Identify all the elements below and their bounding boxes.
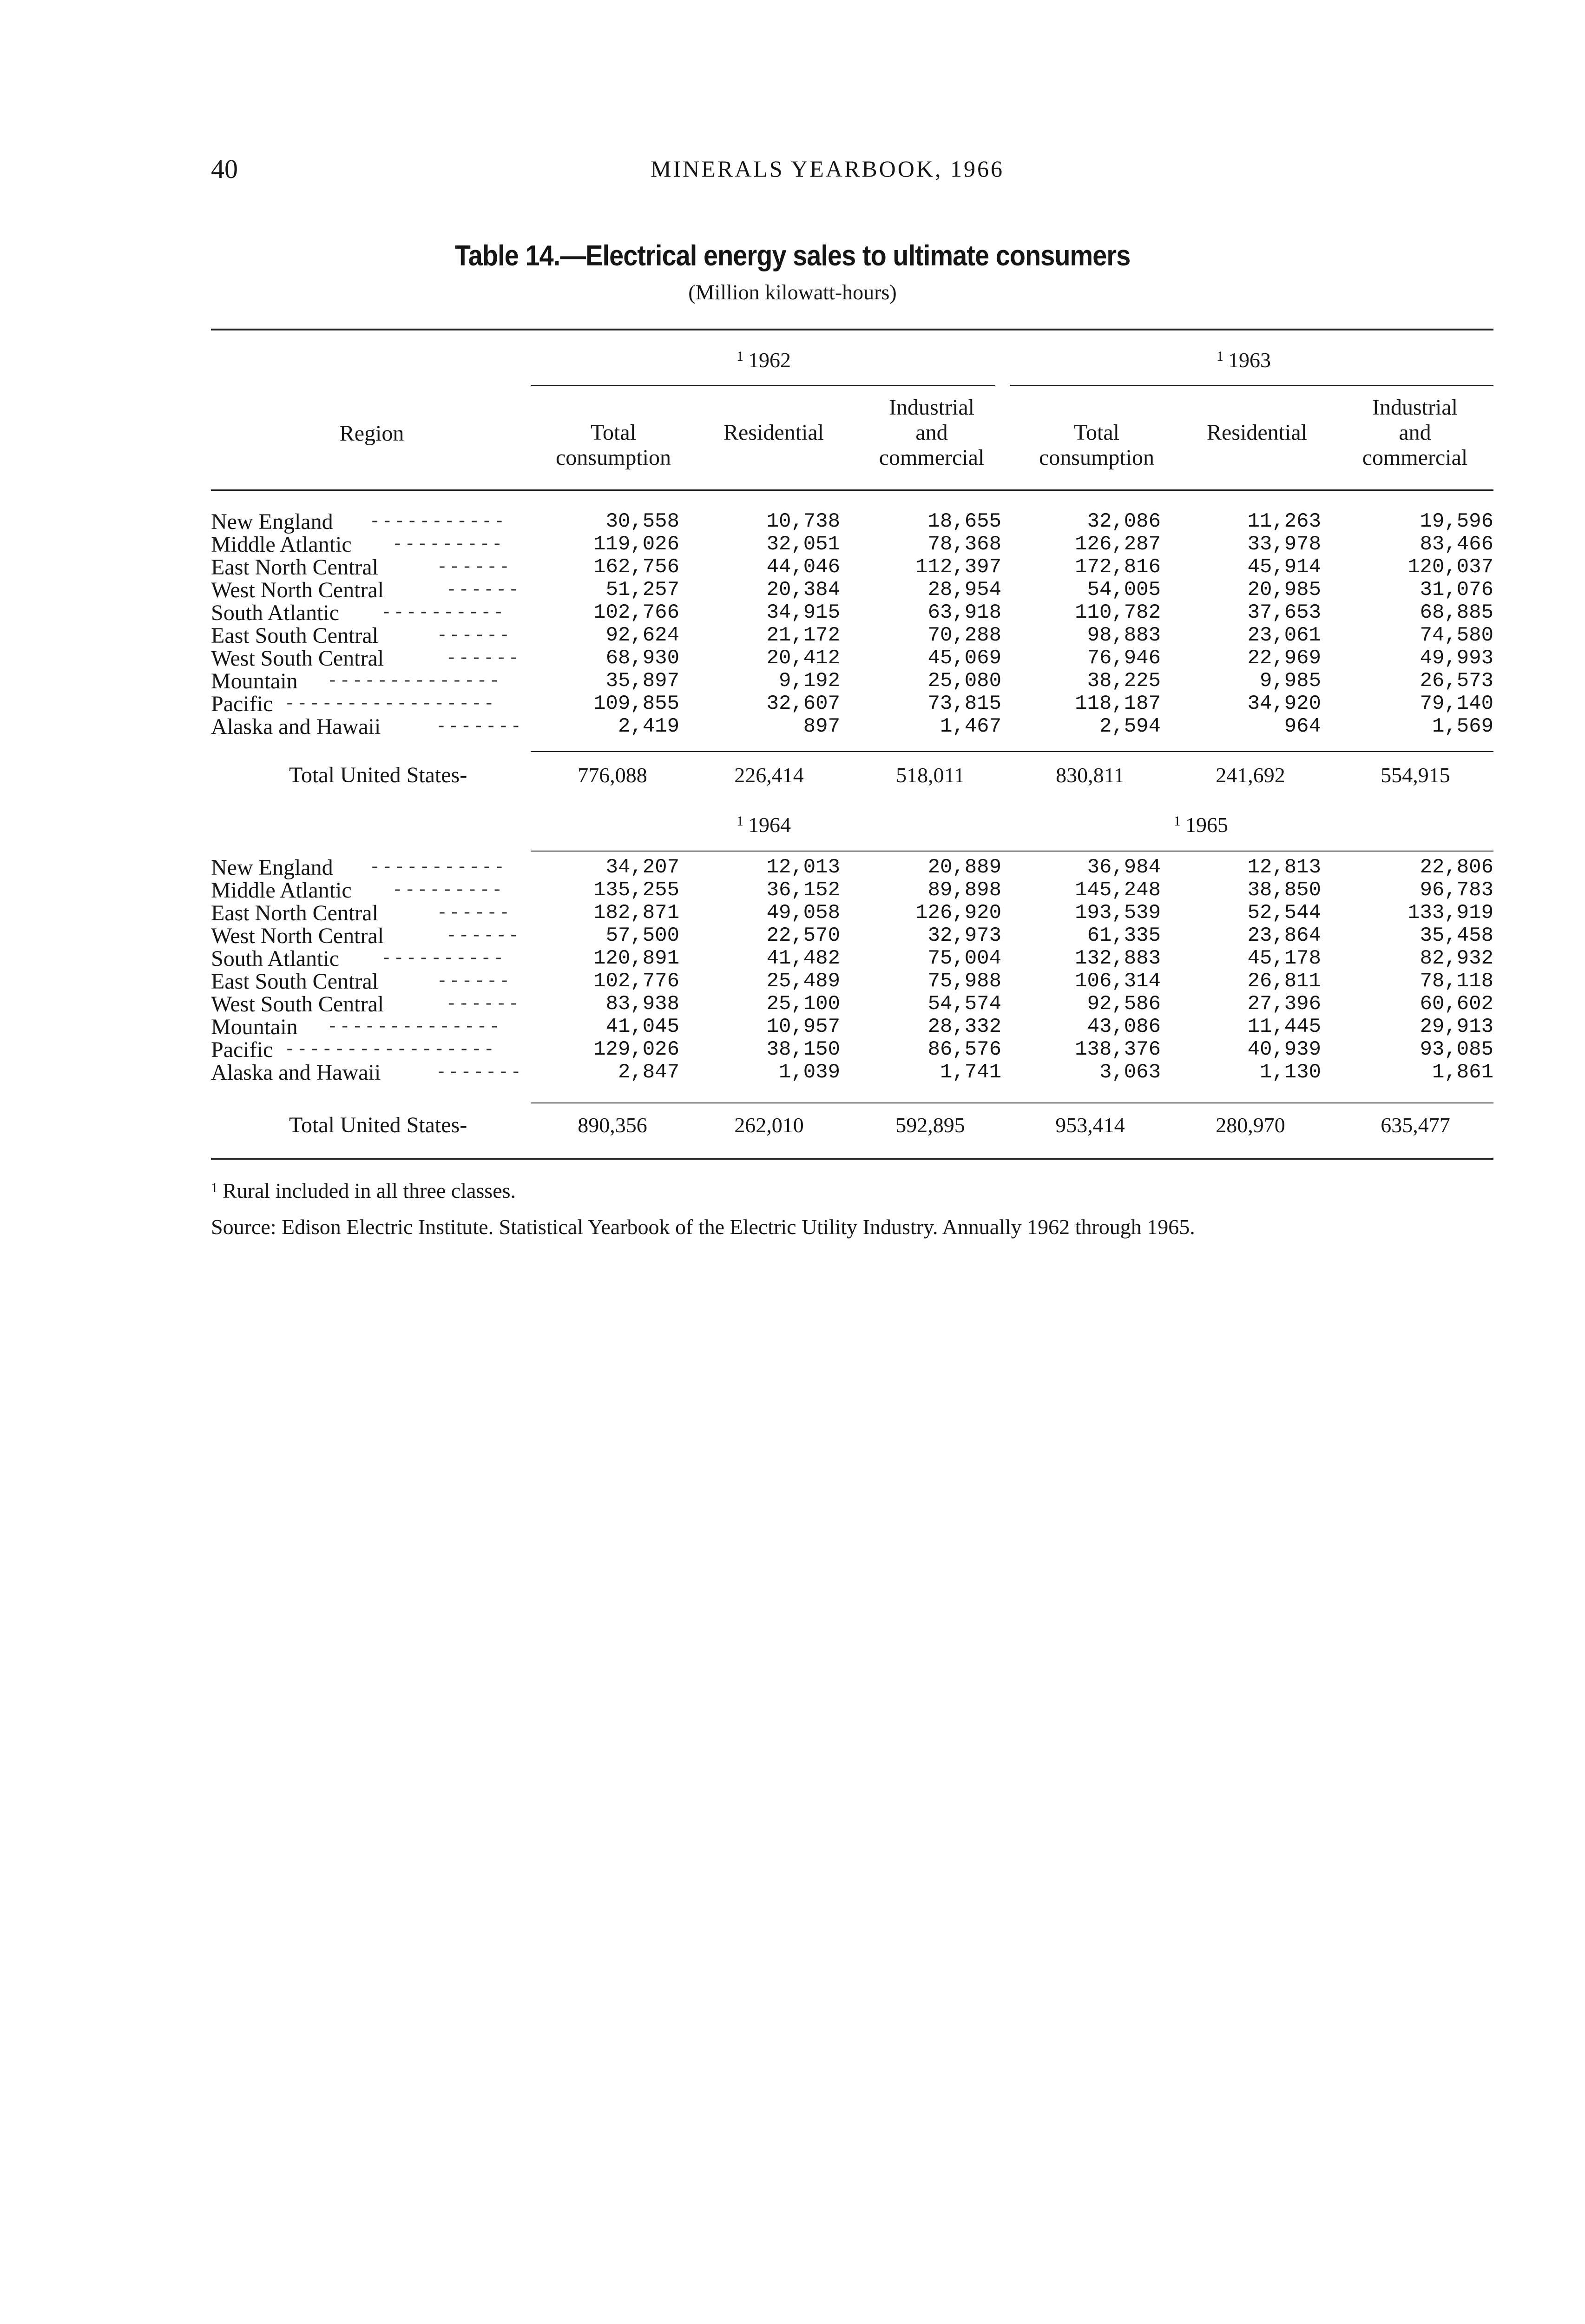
header-industrial-1963: [1338, 395, 1492, 470]
value-industrial-1965: 78,118: [1420, 970, 1493, 993]
dot-leader: ---------: [392, 880, 505, 900]
value-residential-1962: 34,915: [766, 601, 840, 624]
region-name: Pacific: [211, 692, 273, 716]
footnote-marker: 1: [737, 349, 743, 364]
table-row: [0, 510, 1585, 533]
value-total-1963: 38,225: [1087, 669, 1161, 693]
value-industrial-1962: 63,918: [927, 601, 1001, 624]
total-value-residential-1963: 241,692: [1216, 763, 1285, 787]
value-residential-1964: 36,152: [766, 878, 840, 902]
value-residential-1963: 34,920: [1247, 692, 1321, 715]
footnote-marker: 1: [737, 813, 743, 829]
table-row: [0, 993, 1585, 1016]
value-residential-1963: 11,263: [1247, 510, 1321, 533]
year-value: 1962: [748, 348, 791, 372]
total-value-industrial-1965: 635,477: [1381, 1113, 1450, 1137]
value-residential-1962: 20,412: [766, 647, 840, 670]
value-residential-1962: 32,051: [766, 533, 840, 556]
dot-leader: -----------: [369, 512, 506, 532]
value-total-1963: 118,187: [1075, 692, 1161, 715]
value-industrial-1964: 89,898: [927, 878, 1001, 902]
region-name: New England: [211, 509, 333, 534]
value-residential-1965: 40,939: [1247, 1038, 1321, 1061]
year-label-1965: [1174, 812, 1228, 837]
value-industrial-1963: 19,596: [1420, 510, 1493, 533]
value-industrial-1964: 75,988: [927, 970, 1001, 993]
total-value-total-1964: 890,356: [578, 1113, 647, 1137]
year-value: 1963: [1228, 348, 1271, 372]
value-total-1962: 102,766: [593, 601, 679, 624]
value-total-1965: 43,086: [1087, 1015, 1161, 1038]
table-row: [0, 670, 1585, 693]
value-residential-1963: 20,985: [1247, 578, 1321, 601]
dot-leader: ------: [446, 580, 521, 600]
block2-year-rule: [531, 851, 1493, 852]
value-industrial-1965: 93,085: [1420, 1038, 1493, 1061]
value-industrial-1963: 68,885: [1420, 601, 1493, 624]
region-name: East North Central: [211, 555, 378, 580]
value-total-1964: 57,500: [605, 924, 679, 947]
value-residential-1964: 1,039: [778, 1061, 840, 1084]
region-name: Mountain: [211, 1015, 298, 1039]
running-head: [0, 153, 1585, 191]
header-line: and: [915, 420, 948, 445]
table-footnote: [211, 1178, 516, 1203]
dot-leader: ---------: [392, 535, 505, 555]
value-industrial-1963: 74,580: [1420, 624, 1493, 647]
running-title: MINERALS YEARBOOK, 1966: [651, 156, 1004, 182]
region-name: East South Central: [211, 623, 378, 648]
value-total-1963: 98,883: [1087, 624, 1161, 647]
dot-leader: ----------: [381, 603, 506, 623]
value-industrial-1965: 35,458: [1420, 924, 1493, 947]
table-row: [0, 879, 1585, 902]
value-total-1965: 193,539: [1075, 901, 1161, 924]
value-total-1962: 109,855: [593, 692, 679, 715]
region-name: Alaska and Hawaii: [211, 714, 381, 739]
footnote-marker: 1: [1174, 813, 1181, 829]
value-industrial-1962: 18,655: [927, 510, 1001, 533]
year-rule-1963: [1010, 385, 1493, 386]
dot-leader: -: [460, 763, 467, 787]
value-residential-1963: 45,914: [1247, 555, 1321, 579]
value-industrial-1965: 22,806: [1420, 856, 1493, 879]
source-note: Source: Edison Electric Institute. Statistical Yearbook of the Electric Utility Industry. Annually 1962 through 1965.: [211, 1215, 1195, 1239]
value-total-1964: 129,026: [593, 1038, 679, 1061]
region-name: Mountain: [211, 669, 298, 693]
region-name: Middle Atlantic: [211, 878, 352, 903]
value-total-1965: 106,314: [1075, 970, 1161, 993]
header-line: commercial: [1362, 445, 1468, 470]
value-total-1965: 132,883: [1075, 947, 1161, 970]
region-name: West South Central: [211, 646, 384, 671]
value-total-1965: 92,586: [1087, 992, 1161, 1016]
value-industrial-1962: 25,080: [927, 669, 1001, 693]
table-title: Table 14.—Electrical energy sales to ultimate consumers: [454, 240, 1131, 272]
value-total-1965: 145,248: [1075, 878, 1161, 902]
value-residential-1963: 9,985: [1259, 669, 1321, 693]
total-row: [0, 762, 1585, 788]
table-row: [0, 556, 1585, 579]
value-residential-1965: 27,396: [1247, 992, 1321, 1016]
value-residential-1965: 12,813: [1247, 856, 1321, 879]
table-row: [0, 902, 1585, 924]
value-residential-1962: 44,046: [766, 555, 840, 579]
value-residential-1964: 41,482: [766, 947, 840, 970]
value-residential-1965: 38,850: [1247, 878, 1321, 902]
table-row: [0, 1061, 1585, 1084]
value-residential-1965: 1,130: [1259, 1061, 1321, 1084]
dot-leader: --------------: [327, 671, 502, 691]
dot-leader: ------: [446, 648, 521, 668]
block1-subtotal-rule: [531, 751, 1493, 752]
value-residential-1964: 12,013: [766, 856, 840, 879]
region-name: South Atlantic: [211, 601, 339, 625]
value-residential-1965: 26,811: [1247, 970, 1321, 993]
total-value-industrial-1963: 554,915: [1381, 763, 1450, 787]
value-industrial-1962: 45,069: [927, 647, 1001, 670]
value-industrial-1962: 28,954: [927, 578, 1001, 601]
value-industrial-1963: 31,076: [1420, 578, 1493, 601]
value-residential-1964: 22,570: [766, 924, 840, 947]
value-total-1963: 76,946: [1087, 647, 1161, 670]
region-name: South Atlantic: [211, 946, 339, 971]
value-residential-1964: 49,058: [766, 901, 840, 924]
header-line: consumption: [1039, 445, 1154, 470]
footnote-text: Rural included in all three classes.: [223, 1179, 516, 1202]
value-total-1963: 172,816: [1075, 555, 1161, 579]
dot-leader: ------: [437, 626, 512, 646]
value-industrial-1964: 1,741: [940, 1061, 1001, 1084]
dot-leader: ------: [446, 926, 521, 946]
dot-leader: --------------: [327, 1017, 502, 1037]
value-residential-1964: 10,957: [766, 1015, 840, 1038]
header-total-consumption-1962: [530, 420, 697, 470]
table-row: [0, 1038, 1585, 1061]
table-top-rule: [211, 329, 1493, 330]
value-industrial-1965: 1,861: [1432, 1061, 1493, 1084]
value-total-1962: 68,930: [605, 647, 679, 670]
value-total-1962: 35,897: [605, 669, 679, 693]
value-residential-1963: 37,653: [1247, 601, 1321, 624]
value-industrial-1964: 86,576: [927, 1038, 1001, 1061]
value-industrial-1965: 133,919: [1407, 901, 1493, 924]
value-residential-1963: 964: [1284, 715, 1321, 738]
value-residential-1965: 45,178: [1247, 947, 1321, 970]
header-line: Industrial: [889, 395, 974, 420]
year-value: 1964: [748, 813, 791, 837]
dot-leader: -----------------: [284, 694, 496, 714]
footnote-marker: 1: [1217, 349, 1223, 364]
dot-leader: -: [460, 1113, 467, 1137]
value-residential-1965: 23,864: [1247, 924, 1321, 947]
value-total-1964: 135,255: [593, 878, 679, 902]
dot-leader: ----------: [381, 949, 506, 969]
total-value-total-1962: 776,088: [578, 763, 647, 787]
value-industrial-1962: 112,397: [915, 555, 1001, 579]
header-residential-1962: Residential: [723, 420, 824, 445]
value-total-1965: 61,335: [1087, 924, 1161, 947]
header-total-consumption-1963: [1013, 420, 1180, 470]
value-industrial-1962: 1,467: [940, 715, 1001, 738]
total-value-total-1963: 830,811: [1056, 763, 1125, 787]
region-name: West North Central: [211, 578, 384, 602]
dot-leader: ------: [446, 994, 521, 1014]
table-row: [0, 624, 1585, 647]
dot-leader: ------: [437, 903, 512, 923]
value-total-1962: 162,756: [593, 555, 679, 579]
total-row: [0, 1112, 1585, 1138]
value-residential-1962: 21,172: [766, 624, 840, 647]
value-total-1965: 36,984: [1087, 856, 1161, 879]
value-residential-1962: 10,738: [766, 510, 840, 533]
header-line: Total: [591, 420, 636, 445]
value-residential-1964: 25,489: [766, 970, 840, 993]
value-residential-1962: 32,607: [766, 692, 840, 715]
table-row: [0, 601, 1585, 624]
header-line: commercial: [879, 445, 985, 470]
dot-leader: -------: [436, 1063, 523, 1083]
value-industrial-1962: 73,815: [927, 692, 1001, 715]
value-residential-1964: 38,150: [766, 1038, 840, 1061]
value-total-1964: 34,207: [605, 856, 679, 879]
table-row: [0, 647, 1585, 670]
total-label: [289, 1112, 467, 1138]
value-industrial-1963: 1,569: [1432, 715, 1493, 738]
dot-leader: ------: [437, 971, 512, 991]
table-row: [0, 579, 1585, 601]
dot-leader: ------: [437, 557, 512, 577]
table-row: [0, 856, 1585, 879]
table-row: [0, 947, 1585, 970]
table-row: [0, 693, 1585, 715]
value-total-1964: 83,938: [605, 992, 679, 1016]
total-value-industrial-1962: 518,011: [896, 763, 965, 787]
header-bottom-rule: [211, 489, 1493, 491]
value-industrial-1964: 28,332: [927, 1015, 1001, 1038]
value-total-1962: 119,026: [593, 533, 679, 556]
value-industrial-1963: 26,573: [1420, 669, 1493, 693]
value-industrial-1965: 60,602: [1420, 992, 1493, 1016]
table-bottom-rule: [211, 1158, 1493, 1160]
value-total-1964: 120,891: [593, 947, 679, 970]
value-total-1963: 110,782: [1075, 601, 1161, 624]
region-name: East North Central: [211, 901, 378, 925]
value-industrial-1964: 20,889: [927, 856, 1001, 879]
header-region: Region: [339, 421, 404, 446]
value-residential-1962: 9,192: [778, 669, 840, 693]
value-residential-1963: 22,969: [1247, 647, 1321, 670]
value-industrial-1962: 70,288: [927, 624, 1001, 647]
value-total-1965: 3,063: [1099, 1061, 1161, 1084]
region-name: East South Central: [211, 969, 378, 994]
value-industrial-1963: 83,466: [1420, 533, 1493, 556]
value-residential-1962: 897: [803, 715, 840, 738]
dot-leader: -----------: [369, 858, 506, 878]
table-row: [0, 715, 1585, 738]
value-total-1963: 54,005: [1087, 578, 1161, 601]
page-number: 40: [211, 154, 238, 184]
region-name: West North Central: [211, 924, 384, 948]
value-total-1965: 138,376: [1075, 1038, 1161, 1061]
table-subtitle: (Million kilowatt-hours): [688, 280, 897, 304]
total-label-text: Total United States: [289, 763, 460, 787]
table-row: [0, 970, 1585, 993]
year-label-1963: [1217, 348, 1271, 372]
header-line: Industrial: [1372, 395, 1458, 420]
total-label: [289, 762, 467, 788]
dot-leader: -------: [436, 717, 523, 737]
value-residential-1964: 25,100: [766, 992, 840, 1016]
dot-leader: -----------------: [284, 1040, 496, 1060]
region-name: West South Central: [211, 992, 384, 1017]
header-residential-1963: Residential: [1207, 420, 1307, 445]
value-industrial-1964: 54,574: [927, 992, 1001, 1016]
value-industrial-1963: 120,037: [1407, 555, 1493, 579]
value-industrial-1962: 78,368: [927, 533, 1001, 556]
value-industrial-1965: 82,932: [1420, 947, 1493, 970]
value-industrial-1965: 96,783: [1420, 878, 1493, 902]
total-value-total-1965: 953,414: [1055, 1113, 1125, 1137]
region-name: Pacific: [211, 1037, 273, 1062]
value-residential-1965: 52,544: [1247, 901, 1321, 924]
value-total-1963: 126,287: [1075, 533, 1161, 556]
value-total-1964: 2,847: [618, 1061, 679, 1084]
table-row: [0, 533, 1585, 556]
value-industrial-1963: 79,140: [1420, 692, 1493, 715]
value-residential-1965: 11,445: [1247, 1015, 1321, 1038]
region-name: Middle Atlantic: [211, 532, 352, 557]
value-residential-1962: 20,384: [766, 578, 840, 601]
value-total-1962: 30,558: [605, 510, 679, 533]
value-total-1964: 102,776: [593, 970, 679, 993]
total-value-residential-1964: 262,010: [734, 1113, 804, 1137]
value-total-1962: 2,419: [618, 715, 679, 738]
value-total-1963: 32,086: [1087, 510, 1161, 533]
value-industrial-1964: 75,004: [927, 947, 1001, 970]
header-line: Total: [1074, 420, 1119, 445]
header-line: consumption: [556, 445, 671, 470]
value-residential-1963: 23,061: [1247, 624, 1321, 647]
table-caption: [0, 239, 1585, 304]
table-row: [0, 1016, 1585, 1038]
value-industrial-1964: 32,973: [927, 924, 1001, 947]
value-total-1962: 51,257: [605, 578, 679, 601]
total-value-residential-1965: 280,970: [1216, 1113, 1285, 1137]
value-total-1963: 2,594: [1099, 715, 1161, 738]
value-industrial-1963: 49,993: [1420, 647, 1493, 670]
total-value-residential-1962: 226,414: [734, 763, 804, 787]
value-industrial-1965: 29,913: [1420, 1015, 1493, 1038]
value-total-1962: 92,624: [605, 624, 679, 647]
value-residential-1963: 33,978: [1247, 533, 1321, 556]
year-label-1964: [737, 812, 791, 837]
value-total-1964: 182,871: [593, 901, 679, 924]
region-name: Alaska and Hawaii: [211, 1060, 381, 1085]
year-rule-1962: [531, 385, 995, 386]
footnote-marker: 1: [211, 1180, 218, 1195]
header-line: and: [1399, 420, 1431, 445]
value-industrial-1964: 126,920: [915, 901, 1001, 924]
region-name: New England: [211, 855, 333, 880]
year-value: 1965: [1185, 813, 1228, 837]
total-label-text: Total United States: [289, 1113, 460, 1137]
table-row: [0, 924, 1585, 947]
total-value-industrial-1964: 592,895: [895, 1113, 965, 1137]
value-total-1964: 41,045: [605, 1015, 679, 1038]
year-label-1962: [737, 348, 791, 372]
header-industrial-1962: [855, 395, 1008, 470]
